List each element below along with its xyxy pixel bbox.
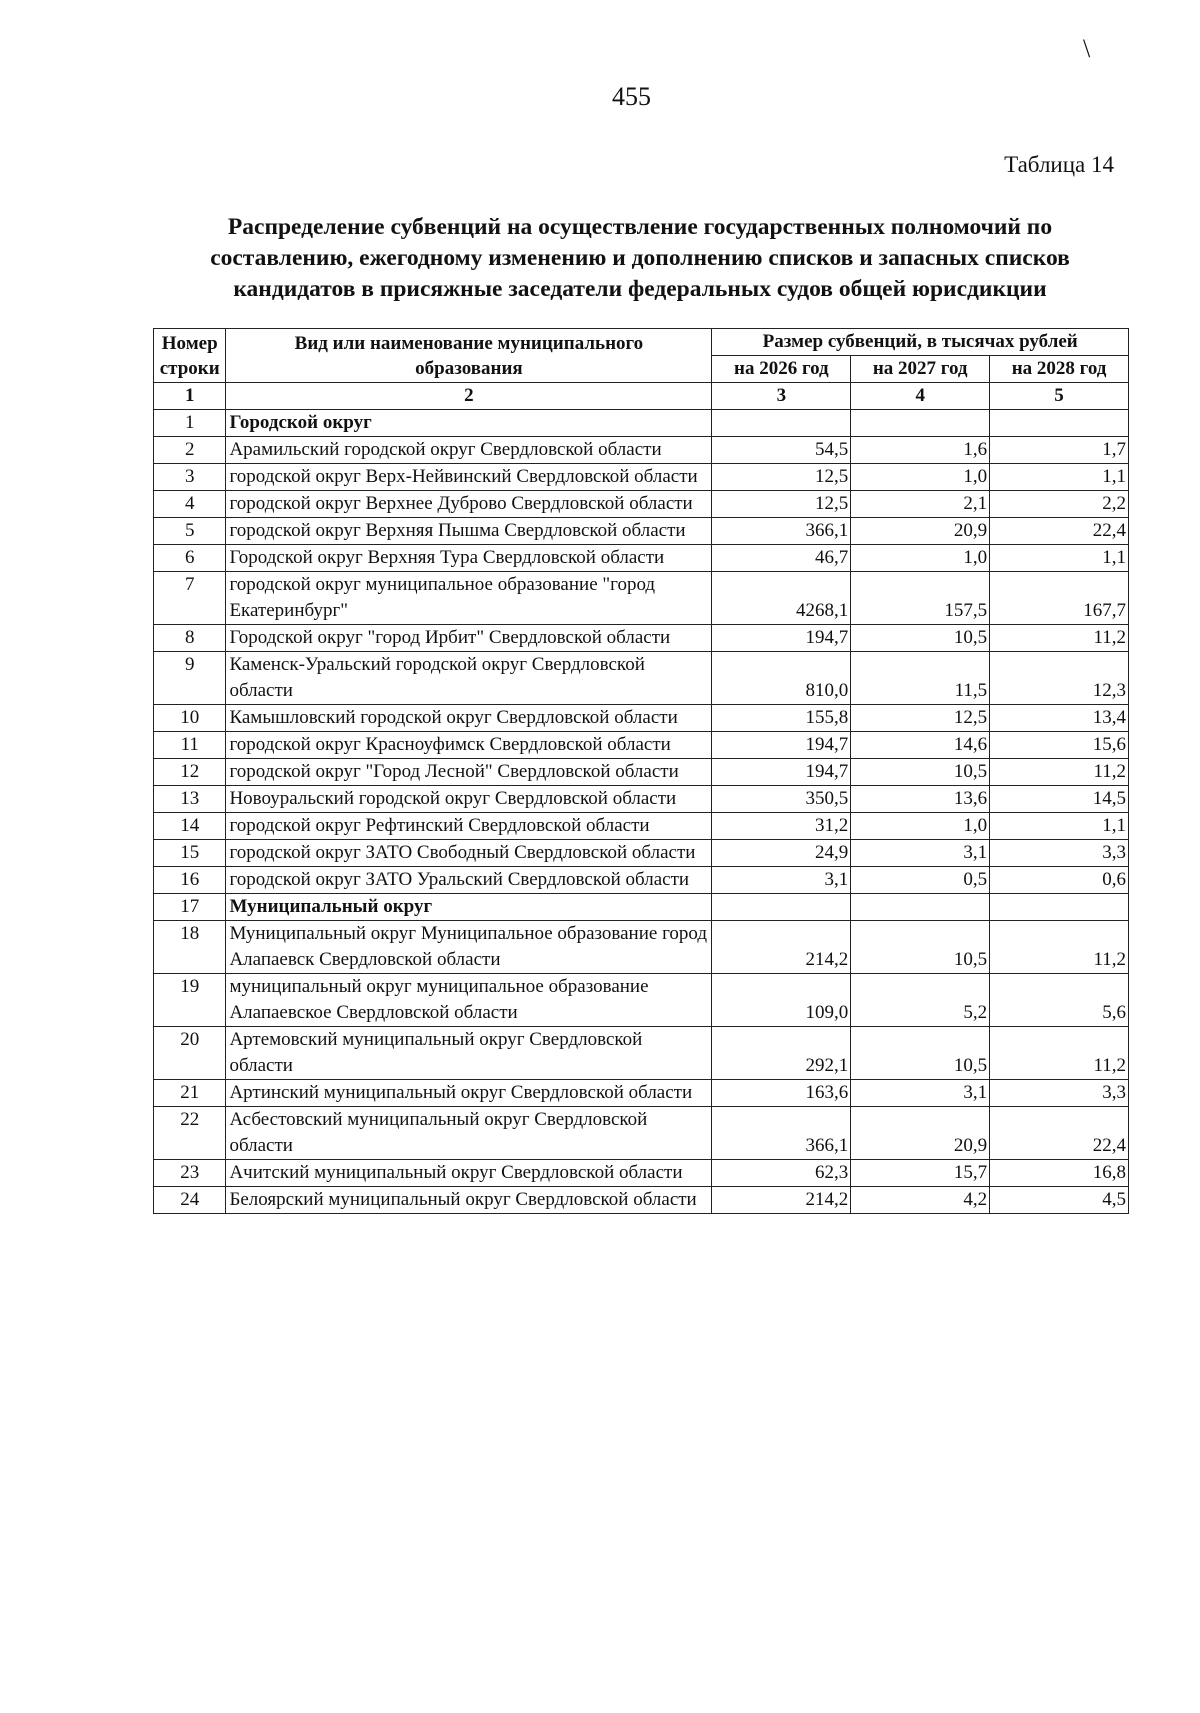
amount-2027: 5,2: [851, 974, 990, 1027]
row-number: 12: [154, 759, 226, 786]
amount-2027: 13,6: [851, 786, 990, 813]
row-number: 11: [154, 732, 226, 759]
amount-2028: 14,5: [990, 786, 1129, 813]
header-municipality: Вид или наименование муниципального образования: [226, 329, 712, 383]
municipality-name: Белоярский муниципальный округ Свердловской области: [226, 1187, 712, 1214]
amount-2028: 1,1: [990, 545, 1129, 572]
header-row-number: Номер строки: [154, 329, 226, 383]
header-row: [154, 329, 1129, 356]
corner-mark: \: [1083, 34, 1091, 63]
row-number: 4: [154, 491, 226, 518]
table-row: [154, 921, 1129, 974]
page-number: 455: [612, 82, 651, 111]
municipality-name: Ачитский муниципальный округ Свердловской области: [226, 1160, 712, 1187]
amount-2027: 3,1: [851, 840, 990, 867]
document-title: [150, 212, 1130, 305]
table-body: [154, 410, 1129, 1214]
municipality-name: Муниципальный округ: [226, 894, 712, 921]
amount-2027: 1,6: [851, 437, 990, 464]
table-row: [154, 786, 1129, 813]
table-row: [154, 572, 1129, 625]
table-label: Таблица 14: [1004, 152, 1114, 177]
amount-2026: 214,2: [712, 921, 851, 974]
row-number: 23: [154, 1160, 226, 1187]
title-line: Распределение субвенций на осуществление государственных полномочий по: [227, 214, 1053, 240]
row-number: 21: [154, 1080, 226, 1107]
amount-2028: 167,7: [990, 572, 1129, 625]
row-number: 19: [154, 974, 226, 1027]
municipality-name: Артинский муниципальный округ Свердловской области: [226, 1080, 712, 1107]
amount-2027: 11,5: [851, 652, 990, 705]
row-number: 3: [154, 464, 226, 491]
amount-2026: 350,5: [712, 786, 851, 813]
amount-2028: 22,4: [990, 518, 1129, 545]
amount-2027: 1,0: [851, 813, 990, 840]
amount-2026: 54,5: [712, 437, 851, 464]
municipality-name: Городской округ "город Ирбит" Свердловской области: [226, 625, 712, 652]
amount-2027: 2,1: [851, 491, 990, 518]
amount-2026: 3,1: [712, 867, 851, 894]
municipality-name: городской округ Рефтинский Свердловской области: [226, 813, 712, 840]
header-amount-group: Размер субвенций, в тысячах рублей: [712, 329, 1129, 356]
amount-2027: 15,7: [851, 1160, 990, 1187]
municipality-name: Арамильский городской округ Свердловской области: [226, 437, 712, 464]
header-year-2028: на 2028 год: [990, 356, 1129, 383]
table-row: [154, 894, 1129, 921]
column-number: 4: [851, 383, 990, 410]
amount-2028: 4,5: [990, 1187, 1129, 1214]
amount-2027: [851, 410, 990, 437]
subvention-table: [153, 328, 1129, 1214]
amount-2027: 0,5: [851, 867, 990, 894]
amount-2028: 11,2: [990, 759, 1129, 786]
row-number: 8: [154, 625, 226, 652]
municipality-name: городской округ ЗАТО Свободный Свердловской области: [226, 840, 712, 867]
amount-2028: 2,2: [990, 491, 1129, 518]
row-number: 9: [154, 652, 226, 705]
amount-2028: 13,4: [990, 705, 1129, 732]
amount-2028: [990, 894, 1129, 921]
municipality-name: городской округ Красноуфимск Свердловской области: [226, 732, 712, 759]
table-row: [154, 625, 1129, 652]
amount-2028: [990, 410, 1129, 437]
amount-2027: 1,0: [851, 464, 990, 491]
amount-2026: 194,7: [712, 625, 851, 652]
row-number: 16: [154, 867, 226, 894]
amount-2027: 3,1: [851, 1080, 990, 1107]
municipality-name: городской округ муниципальное образование "город Екатеринбург": [226, 572, 712, 625]
amount-2028: 11,2: [990, 1027, 1129, 1080]
amount-2026: 109,0: [712, 974, 851, 1027]
amount-2028: 1,1: [990, 813, 1129, 840]
municipality-name: Городской округ Верхняя Тура Свердловской области: [226, 545, 712, 572]
row-number: 7: [154, 572, 226, 625]
table-row: [154, 491, 1129, 518]
row-number: 20: [154, 1027, 226, 1080]
municipality-name: городской округ "Город Лесной" Свердловской области: [226, 759, 712, 786]
column-number: 1: [154, 383, 226, 410]
amount-2026: 163,6: [712, 1080, 851, 1107]
municipality-name: муниципальный округ муниципальное образование Алапаевское Свердловской области: [226, 974, 712, 1027]
amount-2028: 15,6: [990, 732, 1129, 759]
amount-2028: 16,8: [990, 1160, 1129, 1187]
amount-2027: 10,5: [851, 625, 990, 652]
amount-2026: 214,2: [712, 1187, 851, 1214]
column-number: 5: [990, 383, 1129, 410]
table-row: [154, 840, 1129, 867]
amount-2028: 5,6: [990, 974, 1129, 1027]
amount-2026: 12,5: [712, 464, 851, 491]
municipality-name: городской округ Верхнее Дуброво Свердловской области: [226, 491, 712, 518]
amount-2026: [712, 410, 851, 437]
row-number: 2: [154, 437, 226, 464]
amount-2026: 31,2: [712, 813, 851, 840]
table-row: [154, 437, 1129, 464]
municipality-name: Новоуральский городской округ Свердловской области: [226, 786, 712, 813]
row-number: 17: [154, 894, 226, 921]
amount-2026: 292,1: [712, 1027, 851, 1080]
amount-2028: 1,1: [990, 464, 1129, 491]
amount-2027: 10,5: [851, 759, 990, 786]
amount-2027: 20,9: [851, 518, 990, 545]
amount-2027: 1,0: [851, 545, 990, 572]
table-row: [154, 545, 1129, 572]
row-number: 1: [154, 410, 226, 437]
amount-2028: 22,4: [990, 1107, 1129, 1160]
amount-2027: 12,5: [851, 705, 990, 732]
municipality-name: городской округ Верх-Нейвинский Свердловской области: [226, 464, 712, 491]
table-row: [154, 867, 1129, 894]
amount-2027: 14,6: [851, 732, 990, 759]
municipality-name: Артемовский муниципальный округ Свердловской области: [226, 1027, 712, 1080]
municipality-name: Камышловский городской округ Свердловской области: [226, 705, 712, 732]
amount-2026: 366,1: [712, 1107, 851, 1160]
amount-2026: 4268,1: [712, 572, 851, 625]
amount-2026: 46,7: [712, 545, 851, 572]
municipality-name: городской округ Верхняя Пышма Свердловской области: [226, 518, 712, 545]
amount-2026: 62,3: [712, 1160, 851, 1187]
amount-2026: 24,9: [712, 840, 851, 867]
row-number: 14: [154, 813, 226, 840]
title-line: кандидатов в присяжные заседатели федеральных судов общей юрисдикции: [233, 276, 1047, 302]
municipality-name: Асбестовский муниципальный округ Свердловской области: [226, 1107, 712, 1160]
table-row: [154, 518, 1129, 545]
amount-2028: 1,7: [990, 437, 1129, 464]
table-row: [154, 1080, 1129, 1107]
amount-2026: 194,7: [712, 759, 851, 786]
table-row: [154, 705, 1129, 732]
amount-2026: 194,7: [712, 732, 851, 759]
table-row: [154, 1107, 1129, 1160]
amount-2026: 155,8: [712, 705, 851, 732]
amount-2027: 10,5: [851, 1027, 990, 1080]
amount-2027: 4,2: [851, 1187, 990, 1214]
row-number: 13: [154, 786, 226, 813]
amount-2027: 157,5: [851, 572, 990, 625]
amount-2026: 366,1: [712, 518, 851, 545]
table-row: [154, 732, 1129, 759]
table-row: [154, 813, 1129, 840]
amount-2027: [851, 894, 990, 921]
table-row: [154, 1027, 1129, 1080]
amount-2028: 11,2: [990, 921, 1129, 974]
municipality-name: городской округ ЗАТО Уральский Свердловской области: [226, 867, 712, 894]
row-number: 24: [154, 1187, 226, 1214]
amount-2028: 3,3: [990, 1080, 1129, 1107]
amount-2026: [712, 894, 851, 921]
municipality-name: Муниципальный округ Муниципальное образование город Алапаевск Свердловской области: [226, 921, 712, 974]
column-number: 3: [712, 383, 851, 410]
row-number: 22: [154, 1107, 226, 1160]
table-row: [154, 410, 1129, 437]
table-row: [154, 974, 1129, 1027]
amount-2028: 12,3: [990, 652, 1129, 705]
column-number: 2: [226, 383, 712, 410]
amount-2027: 10,5: [851, 921, 990, 974]
amount-2027: 20,9: [851, 1107, 990, 1160]
municipality-name: Городской округ: [226, 410, 712, 437]
row-number: 5: [154, 518, 226, 545]
amount-2026: 12,5: [712, 491, 851, 518]
table-row: [154, 1187, 1129, 1214]
amount-2028: 11,2: [990, 625, 1129, 652]
row-number: 15: [154, 840, 226, 867]
header-year-2026: на 2026 год: [712, 356, 851, 383]
amount-2028: 0,6: [990, 867, 1129, 894]
table-row: [154, 652, 1129, 705]
amount-2026: 810,0: [712, 652, 851, 705]
column-numbers-row: [154, 383, 1129, 410]
table-row: [154, 464, 1129, 491]
row-number: 6: [154, 545, 226, 572]
municipality-name: Каменск-Уральский городской округ Свердловской области: [226, 652, 712, 705]
row-number: 18: [154, 921, 226, 974]
header-year-2027: на 2027 год: [851, 356, 990, 383]
row-number: 10: [154, 705, 226, 732]
table-row: [154, 1160, 1129, 1187]
amount-2028: 3,3: [990, 840, 1129, 867]
title-line: составлению, ежегодному изменению и дополнению списков и запасных списков: [210, 245, 1070, 271]
table-row: [154, 759, 1129, 786]
